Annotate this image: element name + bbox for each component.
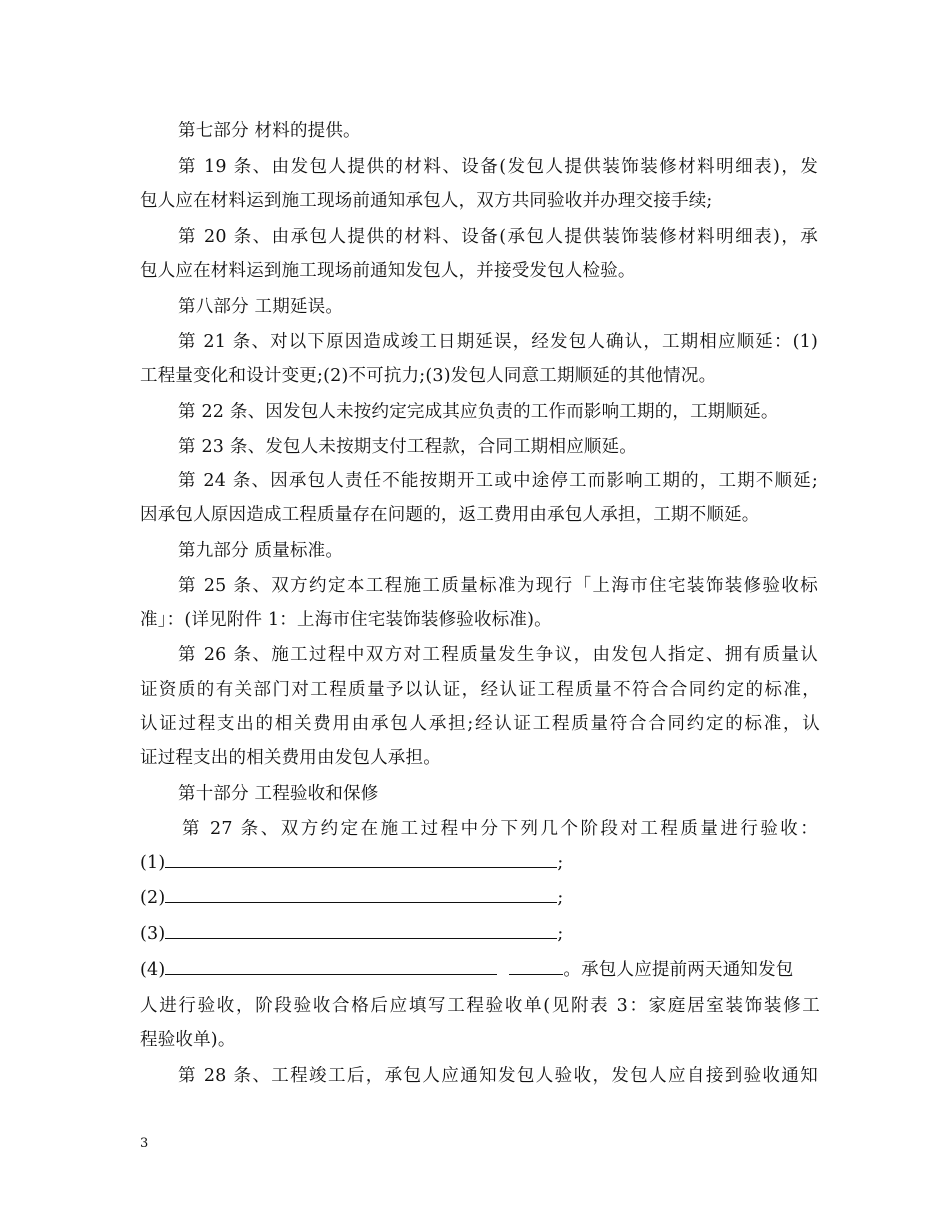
stage-2-label: (2) <box>140 888 166 908</box>
stage-4-blank-b <box>509 960 563 975</box>
stage-3-label: (3) <box>140 924 166 944</box>
article-19-line-2: 包人应在材料运到施工现场前通知承包人，双方共同验收并办理交接手续; <box>140 191 713 211</box>
article-20-line-2: 包人应在材料运到施工现场前通知发包人，并接受发包人检验。 <box>140 261 636 281</box>
stage-2-suffix: ; <box>557 888 564 908</box>
stage-4-tail: 。承包人应提前两天通知发包 <box>563 960 794 980</box>
article-21-line-1: 第 21 条、对以下原因造成竣工日期延误，经发包人确认，工期相应顺延：(1) <box>178 332 818 352</box>
article-27-line-7: 程验收单)。 <box>140 1030 236 1050</box>
section-7-heading: 第七部分 材料的提供。 <box>178 121 361 141</box>
article-26-line-2: 证资质的有关部门对工程质量予以认证，经认证工程质量不符合合同约定的标准， <box>140 680 820 700</box>
article-22: 第 22 条、因发包人未按约定完成其应负责的工作而影响工期的，工期顺延。 <box>178 402 779 422</box>
article-21-line-2: 工程量变化和设计变更;(2)不可抗力;(3)发包人同意工期顺延的其他情况。 <box>140 366 717 386</box>
article-23: 第 23 条、发包人未按期支付工程款，合同工期相应顺延。 <box>178 437 637 457</box>
article-26-line-1: 第 26 条、施工过程中双方对工程质量发生争议，由发包人指定、拥有质量认 <box>178 645 818 665</box>
article-27-line-1: 第 27 条、双方约定在施工过程中分下列几个阶段对工程质量进行验收： <box>182 819 818 839</box>
stage-2-blank <box>165 888 557 903</box>
stage-3-blank <box>165 924 557 939</box>
article-19-line-1: 第 19 条、由发包人提供的材料、设备(发包人提供装饰装修材料明细表)，发 <box>178 157 818 177</box>
article-26-line-4: 证过程支出的相关费用由发包人承担。 <box>140 748 441 768</box>
stage-2-line <box>140 886 820 910</box>
stage-4-line <box>140 958 820 982</box>
article-24-line-2: 因承包人原因造成工程质量存在问题的，返工费用由承包人承担，工期不顺延。 <box>140 505 760 525</box>
stage-3-line <box>140 922 820 946</box>
article-25-line-2: 准」：(详见附件 1：上海市住宅装饰装修验收标准)。 <box>140 610 552 630</box>
article-26-line-3: 认证过程支出的相关费用由承包人承担;经认证工程质量符合合同约定的标准，认 <box>140 714 820 734</box>
page-number: 3 <box>140 1136 149 1151</box>
section-9-heading: 第九部分 质量标准。 <box>178 541 344 561</box>
article-24-line-1: 第 24 条、因承包人责任不能按期开工或中途停工而影响工期的，工期不顺延; <box>178 471 818 491</box>
stage-1-line <box>140 851 820 875</box>
stage-1-label: (1) <box>140 853 166 873</box>
stage-1-suffix: ; <box>557 853 564 873</box>
stage-1-blank <box>165 853 557 868</box>
article-20-line-1: 第 20 条、由承包人提供的材料、设备(承包人提供装饰装修材料明细表)，承 <box>178 227 818 247</box>
section-8-heading: 第八部分 工期延误。 <box>178 297 344 317</box>
article-25-line-1: 第 25 条、双方约定本工程施工质量标准为现行「上海市住宅装饰装修验收标 <box>178 576 818 596</box>
article-27-line-6: 人进行验收，阶段验收合格后应填写工程验收单(见附表 3：家庭居室装饰装修工 <box>140 996 820 1016</box>
stage-3-suffix: ; <box>557 924 564 944</box>
article-28-line-1: 第 28 条、工程竣工后，承包人应通知发包人验收，发包人应自接到验收通知 <box>178 1066 818 1086</box>
stage-4-blank-a <box>165 960 497 975</box>
stage-4-label: (4) <box>140 960 166 980</box>
section-10-heading: 第十部分 工程验收和保修 <box>178 784 379 804</box>
